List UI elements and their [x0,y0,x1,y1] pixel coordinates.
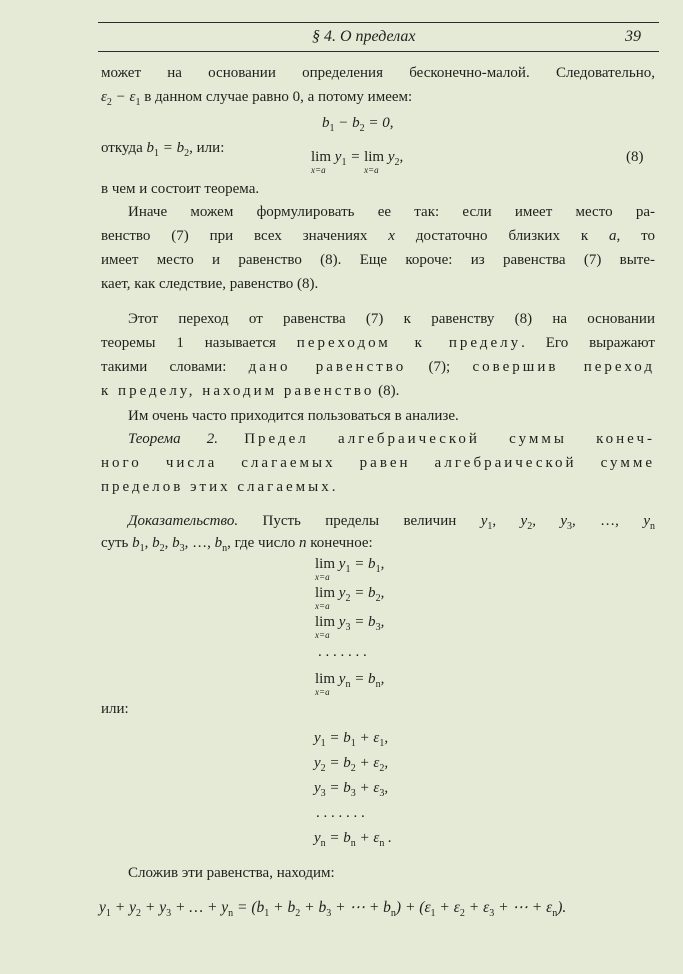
text-line: Этот переход от равенства (7) к равенству (8) на основании [128,311,655,327]
text-line: теоремы 1 называется переходом к пределу. Его выражают [101,335,655,351]
sum-equation: $y_2 = b_2 + \varepsilon_2$, [314,755,389,774]
sum-equation: $y_1 = b_1 + \varepsilon_1$, [314,730,389,749]
header-rule-top [98,22,659,23]
lim-word: lim x=a [315,614,336,640]
limit-equation: lim x=a $y_3 = b_3$, [315,614,385,640]
text-line: Сложив эти равенства, находим: [128,865,335,881]
text-line: суть $b_1$, $b_2$, $b_3$, …, $b_n$, где число n конечное: [101,535,373,554]
text-line: имеет место и равенство (8). Еще короче: из равенства (7) выте- [101,252,655,268]
text-line: венство (7) при всех значениях x достаточно близких к a, то [101,228,656,244]
text-line: Иначе можем формулировать ее так: если имеет место ра- [128,204,655,220]
running-head: § 4. О пределах [312,28,416,45]
ellipsis-row: . . . . . . . [316,805,365,821]
theorem-line: пределов этих слагаемых. [101,479,336,495]
text-line: в чем и состоит теорема. [101,181,260,197]
header-rule-bottom [98,51,659,52]
lim-word: lim [364,149,385,165]
page-number: 39 [625,28,641,45]
lim-word: lim x=a [315,556,336,582]
equation-number: (8) [626,149,644,165]
text-line: Им очень часто приходится пользоваться в анализе. [128,408,459,424]
eq8-left: $y_1$ [334,149,347,168]
limit-equation: lim x=a $y_2 = b_2$, [315,585,385,611]
text-line: $\varepsilon_2 - \varepsilon_1$ в данном случае равно 0, а потому имеем: [101,89,413,108]
ellipsis-row: . . . . . . . [318,644,367,660]
text-line: откуда $b_1 = b_2$, или: [101,140,225,159]
eq8-eq: = [346,149,365,165]
text-line: Доказательство. Пусть пределы величин $y_1$, $y_2$, $y_3$, …, $y_n$ [128,513,655,532]
equation: $b_1 - b_2 = 0$, [322,115,394,134]
theorem-line: ного числа слагаемых равен алгебраической сумме [101,455,655,471]
lim-word: lim [311,149,332,165]
lim-subscript: x=a [364,165,379,175]
text-line: кает, как следствие, равенство (8). [101,276,319,292]
sum-equation: $y_3 = b_3 + \varepsilon_3$, [314,780,389,799]
eq8-right: $y_2$, [387,149,404,168]
lim-subscript: x=a [311,165,326,175]
equation-8 [311,148,404,175]
text-line: может на основании определения бесконечно-малой. Следовательно, [101,65,655,81]
text-line: такими словами: дано равенство (7); совершив переход [101,359,655,375]
theorem-line: Теорема 2. Предел алгебраической суммы конеч- [128,431,655,447]
text-line: к пределу, находим равенство (8). [101,383,400,399]
limit-equation: lim x=a $y_1 = b_1$, [315,556,385,582]
limit-equation: lim x=a $y_n = b_n$, [315,671,385,697]
final-equation: $y_1 + y_2 + y_3$ + … + $y_n = (b_1 + b_2 + b_3$ + ⋯ + $b_n) + (\varepsilon_1 + \varepsilon_2 + \varepsilon_3$ + ⋯ + $\varepsilon_n$). [99,899,567,920]
lim-word: lim x=a [315,585,336,611]
text-line: или: [101,701,129,717]
sum-equation: $y_n = b_n + \varepsilon_n$ . [314,830,392,849]
lim-word: lim x=a [315,671,336,697]
